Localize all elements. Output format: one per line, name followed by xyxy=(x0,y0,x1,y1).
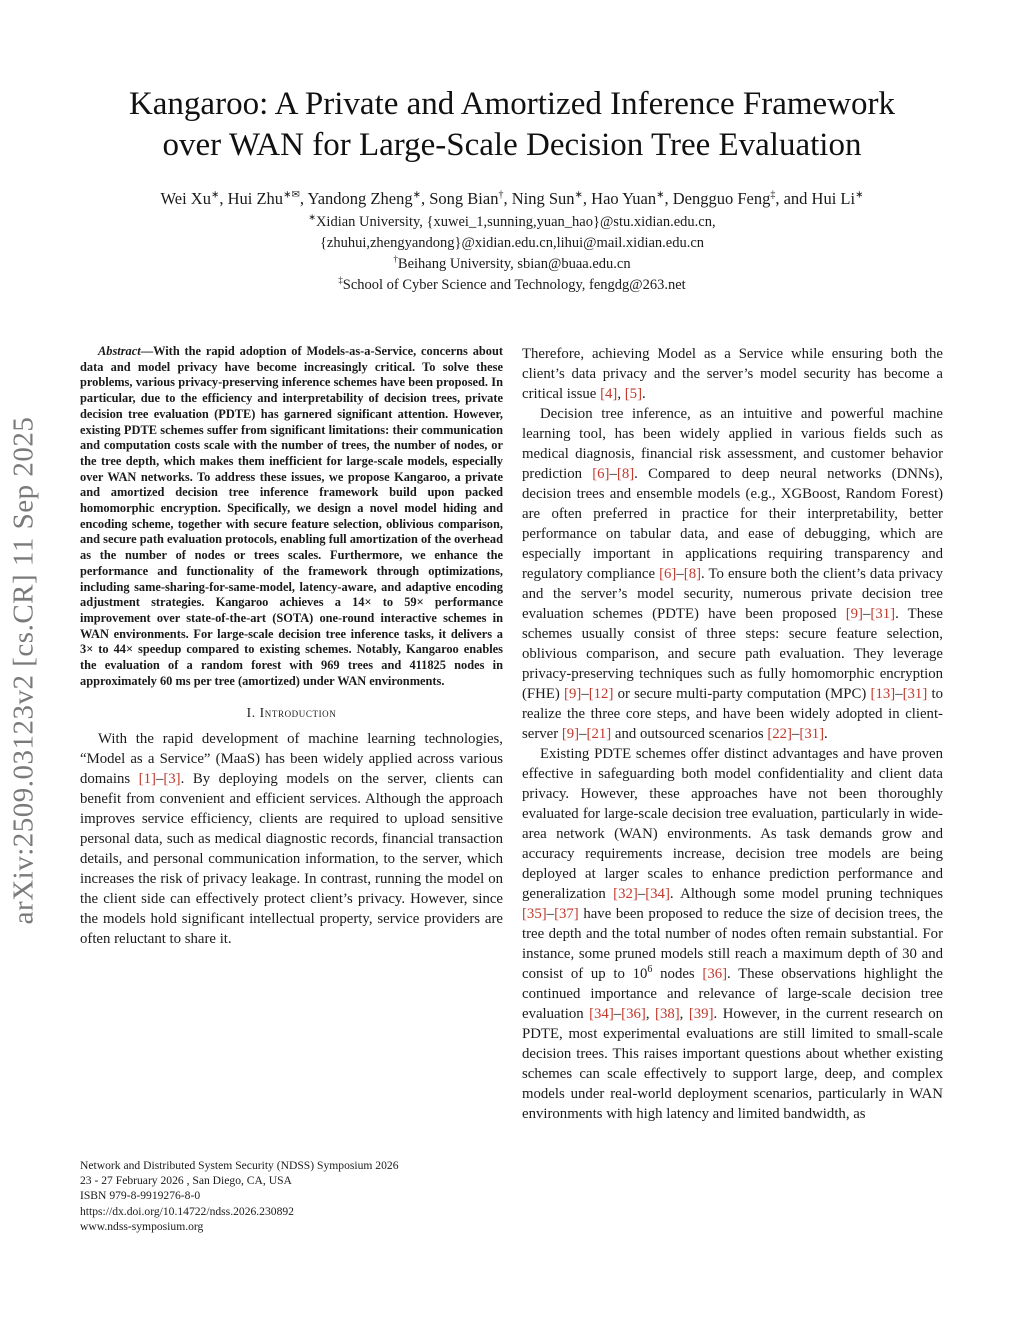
range-dash: – xyxy=(895,686,903,702)
author-mark: † xyxy=(498,189,504,201)
citation-link[interactable]: [9] xyxy=(561,726,580,742)
citation-separator: , xyxy=(617,386,625,402)
citation-link[interactable]: [8] xyxy=(616,466,635,482)
footer-doi-link[interactable]: https://dx.doi.org/10.14722/ndss.2026.230892 xyxy=(80,1204,294,1218)
paragraph-text: . Although some model pruning techniques xyxy=(669,886,943,902)
author-mark: ∗ xyxy=(574,189,583,201)
range-dash: – xyxy=(791,726,800,742)
footer-website-link[interactable]: www.ndss-symposium.org xyxy=(80,1219,204,1233)
affiliation-xidian-1 xyxy=(80,212,944,232)
range-dash: – xyxy=(613,1006,622,1022)
citation-separator: , xyxy=(679,1006,689,1022)
author: Ning Sun xyxy=(511,189,575,208)
paragraph-text: . These schemes usually consist of three steps: secure feature selection, oblivious comparison, and secure path evaluation. They leverage privacy-preserving techniques such as fully homomorphic encryption (FHE) xyxy=(522,606,943,702)
range-dash: – xyxy=(676,566,684,582)
citation-link[interactable]: [35] xyxy=(522,906,547,922)
citation-link[interactable]: [34] xyxy=(589,1006,614,1022)
right-paragraph-2 xyxy=(522,404,943,744)
affiliation-text: {zhuhui,zhengyandong}@xidian.edu.cn,lihui@mail.xidian.edu.cn xyxy=(319,235,705,251)
range-dash: – xyxy=(546,906,555,922)
paragraph-text: Decision tree inference, as an intuitive and powerful machine learning tool, has been widely applied in various fields such as medical diagnosis, financial risk assessment, and customer behavior prediction xyxy=(522,406,943,482)
affiliation-mark: † xyxy=(393,254,398,265)
range-dash: – xyxy=(863,606,871,622)
citation-link[interactable]: [6] xyxy=(592,466,610,482)
paragraph-text: . xyxy=(824,726,828,742)
citation-link[interactable]: [34] xyxy=(645,886,670,902)
citation-link[interactable]: [6] xyxy=(659,566,677,582)
abstract xyxy=(80,344,503,689)
citation-link[interactable]: [32] xyxy=(613,886,638,902)
range-dash: – xyxy=(637,886,646,902)
range-dash: – xyxy=(155,771,164,788)
section-heading-introduction: I. Introduction xyxy=(246,705,337,721)
paragraph-text: . Compared to deep neural networks (DNNs), decision trees and ensemble models (e.g., XGBoost, Random Forest) are often preferred in practice for their interpretability, better performance on tabular data, and ease of debugging, which are especially important in applications requiring transparency and regulatory compliance xyxy=(522,466,943,582)
paragraph-text: or secure multi-party computation (MPC) xyxy=(613,686,871,702)
paragraph-text: nodes xyxy=(652,966,703,982)
range-dash: – xyxy=(581,686,589,702)
author-mark: ∗ xyxy=(412,189,421,201)
citation-link[interactable]: [8] xyxy=(683,566,702,582)
paragraph-text: have been proposed to reduce the size of decision trees, the tree depth and the total number of nodes often remain substantial. For instance, some pruned models still reach a maximum depth of 30 and consist of up to 10 xyxy=(522,906,943,982)
affiliation-text: School of Cyber Science and Technology, fengdg@263.net xyxy=(342,277,686,293)
intro-paragraph-1 xyxy=(80,729,503,949)
citation-link[interactable]: [37] xyxy=(554,906,579,922)
citation-link[interactable]: [39] xyxy=(688,1006,714,1022)
paragraph-text: and outsourced scenarios xyxy=(611,726,768,742)
paragraph-text: Therefore, achieving Model as a Service while ensuring both the client’s data privacy and the server’s model security has become a critical issue xyxy=(522,346,943,402)
citation-link[interactable]: [36] xyxy=(621,1006,646,1022)
paragraph-text: . xyxy=(642,386,646,402)
range-dash: – xyxy=(609,466,617,482)
arxiv-stamp xyxy=(4,370,44,970)
author: and Hui Li xyxy=(783,189,856,208)
citation-link[interactable]: [3] xyxy=(163,771,181,788)
affiliation-text: Xidian University, {xuwei_1,sunning,yuan_hao}@stu.xidian.edu.cn, xyxy=(315,214,716,230)
title-line-2: over WAN for Large-Scale Decision Tree Evaluation xyxy=(162,127,862,163)
citation-separator: , xyxy=(645,1006,656,1022)
conference-footer xyxy=(80,1158,510,1234)
paragraph-text: . However, in the current research on PDTE, most experimental evaluations are still limited to small-scale decision trees. This raises important questions about whether existing schemes can scale effectively to support large, deep, and complex models under real-world deployment scenarios, particularly in WAN environments with high latency and limited bandwidth, as xyxy=(522,1006,943,1122)
citation-link[interactable]: [22] xyxy=(767,726,792,742)
citation-link[interactable]: [31] xyxy=(799,726,825,742)
right-paragraph-1 xyxy=(522,344,943,404)
citation-link[interactable]: [13] xyxy=(870,686,896,702)
paragraph-text: . By deploying models on the server, clients can benefit from convenient and efficient services. Although the approach improves service efficiency, clients are required to upload sensitive personal data, such as medical diagnostic records, financial transaction details, and personal communication information, to the server, which increases the risk of privacy leakage. In contrast, running the model on the client side can effectively protect client’s privacy. However, since the models hold significant intellectual property, service providers are often reluctant to share it. xyxy=(80,771,503,948)
citation-link[interactable]: [9] xyxy=(845,606,863,622)
author-mark: ∗✉ xyxy=(283,189,300,201)
author: Wei Xu xyxy=(160,189,211,208)
affiliation-mark: ∗ xyxy=(308,212,316,223)
affiliation-beihang xyxy=(80,254,944,274)
citation-link[interactable]: [1] xyxy=(138,771,156,788)
right-paragraph-3 xyxy=(522,744,943,1124)
author-list: Wei Xu∗, Hui Zhu∗✉, Yandong Zheng∗, Song Bian†, Ning Sun∗, Hao Yuan∗, Dengguo Feng‡, and Hui Li∗ xyxy=(160,189,864,208)
paper-title xyxy=(80,84,944,166)
author: Yandong Zheng xyxy=(307,189,413,208)
abstract-label: Abstract xyxy=(98,344,141,358)
citation-link[interactable]: [21] xyxy=(586,726,612,742)
author-mark: ‡ xyxy=(770,189,776,201)
author: Hao Yuan xyxy=(591,189,657,208)
author: Dengguo Feng xyxy=(672,189,771,208)
author-mark: ∗ xyxy=(210,189,220,201)
paragraph-text: to realize the three core steps, and have been widely adopted in client-server xyxy=(522,686,943,742)
affiliation-cyber xyxy=(80,275,944,295)
citation-link[interactable]: [38] xyxy=(655,1006,680,1022)
citation-link[interactable]: [31] xyxy=(902,686,928,702)
paragraph-text: With the rapid development of machine learning technologies, “Model as a Service” (MaaS) has been widely applied across various domains xyxy=(80,731,503,788)
author-mark: ∗ xyxy=(656,189,665,201)
exponent: 6 xyxy=(647,964,653,976)
citation-link[interactable]: [4] xyxy=(600,386,618,402)
left-column xyxy=(80,344,503,949)
affiliation-xidian-2 xyxy=(80,233,944,253)
citation-link[interactable]: [31] xyxy=(870,606,896,622)
affiliation-text: Beihang University, sbian@buaa.edu.cn xyxy=(397,256,631,272)
affiliation-mark: ‡ xyxy=(338,275,343,286)
citation-link[interactable]: [12] xyxy=(588,686,614,702)
citation-link[interactable]: [5] xyxy=(624,386,643,402)
footer-isbn: ISBN 979-8-9919276-8-0 xyxy=(80,1189,201,1203)
paragraph-text: . To ensure both the client’s data privacy and the server’s model security, numerous private decision tree evaluation schemes (PDTE) have been proposed xyxy=(522,566,943,622)
title-line-1: Kangaroo: A Private and Amortized Inference Framework xyxy=(128,86,896,122)
range-dash: – xyxy=(579,726,587,742)
author: Song Bian xyxy=(429,189,499,208)
paragraph-text: Existing PDTE schemes offer distinct advantages and have proven effective in safeguarding both model confidentiality and client data privacy. However, these approaches have not been thoroughly evaluated for large-scale decision tree evaluation, particularly in wide-area network (WAN) environments. As task demands grow and accuracy requirements increase, decision tree models are being deployed at larger scales to enhance prediction performance and generalization xyxy=(522,746,943,902)
abstract-dash: — xyxy=(140,344,154,358)
arxiv-stamp-text: arXiv:2509.03123v2 [cs.CR] 11 Sep 2025 xyxy=(7,416,40,924)
paragraph-text: . These observations highlight the continued importance and relevance of large-scale decision tree evaluation xyxy=(522,966,943,1022)
abstract-text: With the rapid adoption of Models-as-a-Service, concerns about data and model privacy have become increasingly critical. To solve these problems, various privacy-preserving inference schemes have been proposed. In particular, due to the efficiency and interpretability of decision trees, private decision tree evaluation (PDTE) has garnered significant attention. However, existing PDTE schemes suffer from significant limitations: their communication and computation costs scale with the number of trees, the number of nodes, or the tree depth, which makes them inefficient for large-scale models, especially over WAN networks. To address these issues, we propose Kangaroo, a private and amortized decision tree inference framework build upon packed homomorphic encryption. Specifically, we design a novel model hiding and encoding scheme, together with secure feature selection, oblivious comparison, and secure path evaluation protocols, enabling full amortization of the overhead as the number of nodes or trees scales. Furthermore, we enhance the performance and functionality of the framework through optimizations, including same-sharing-for-same-model, latency-aware, and adaptive encoding adjustment strategies. Kangaroo achieves a 14× to 59× performance improvement over state-of-the-art (SOTA) one-round interactive schemes in WAN environments. For large-scale decision tree inference tasks, it delivers a 3× to 44× speedup compared to existing schemes. Notably, Kangaroo enables the evaluation of a random forest with 969 trees and 411825 nodes in approximately 60 ms per tree (amortized) under WAN environments. xyxy=(80,344,503,688)
author: Hui Zhu xyxy=(227,189,284,208)
citation-link[interactable]: [9] xyxy=(564,686,582,702)
footer-dates: 23 - 27 February 2026 , San Diego, CA, USA xyxy=(80,1174,292,1188)
author-mark: ∗ xyxy=(855,189,864,201)
citation-link[interactable]: [36] xyxy=(702,966,728,982)
footer-conference: Network and Distributed System Security (NDSS) Symposium 2026 xyxy=(80,1159,399,1172)
right-column xyxy=(522,344,943,1124)
